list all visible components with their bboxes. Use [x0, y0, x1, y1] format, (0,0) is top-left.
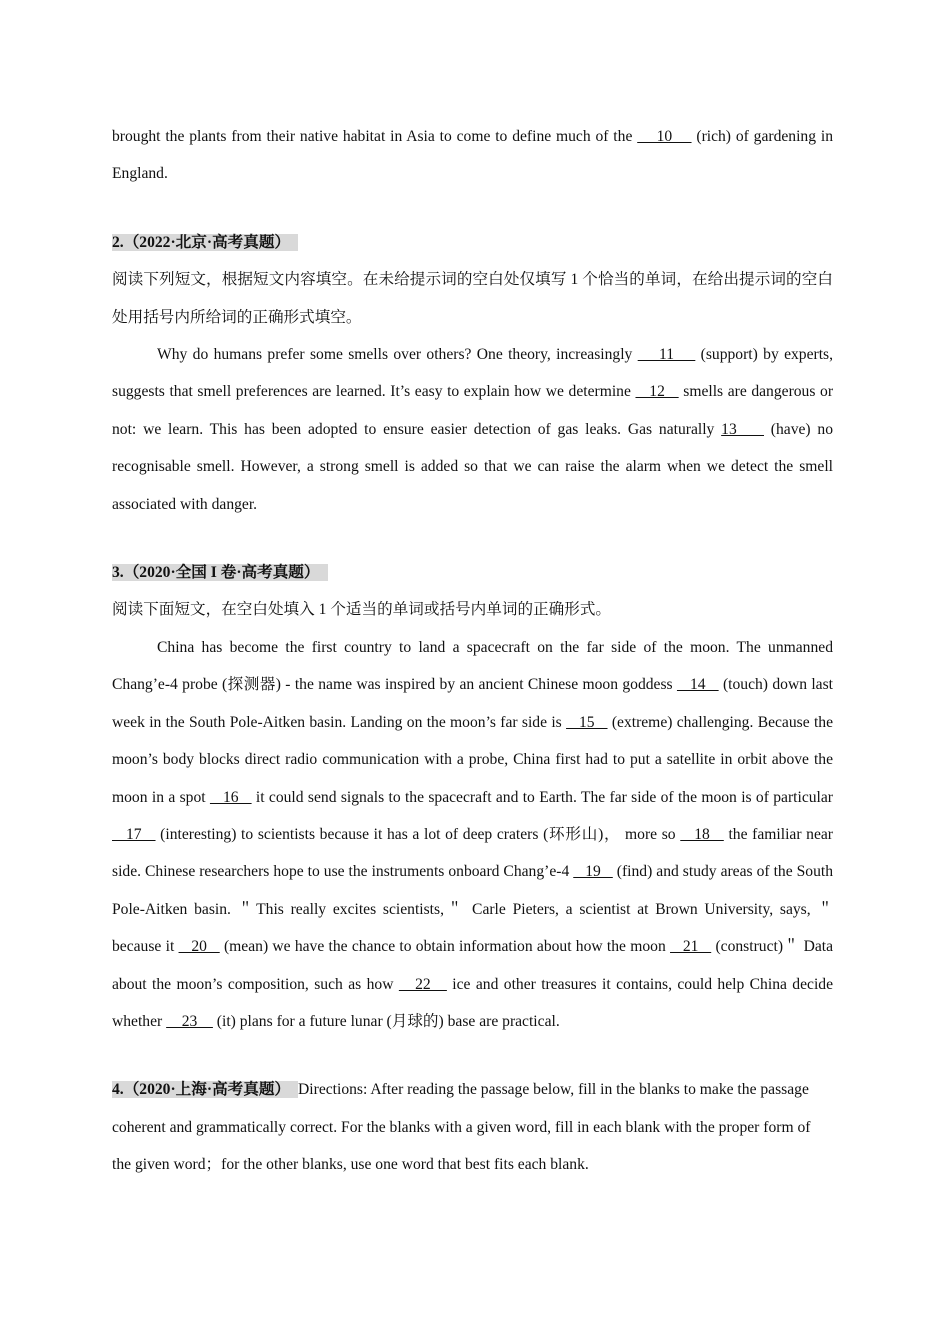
blank-21[interactable]: 21	[670, 938, 712, 956]
blank-13[interactable]: 13	[721, 420, 764, 438]
section-gap	[112, 523, 833, 554]
blank-10[interactable]: 10	[637, 128, 692, 145]
passage-text: (touch) down last week in the South Pole-Aitken basin. Landing on the moon’s far side is	[112, 676, 833, 731]
passage-text: smells are dangerous or not: we learn. This has been adopted to ensure easier detection of gas leaks. Gas naturally	[112, 383, 834, 438]
blank-22[interactable]: 22	[398, 975, 447, 993]
blank-18[interactable]: 18	[680, 825, 724, 843]
document-page	[112, 118, 833, 1184]
section-4-heading-label: 4.（2020·上海·高考真题）	[112, 1081, 298, 1098]
blank-12[interactable]: 12	[635, 383, 679, 401]
blank-19[interactable]: 19	[573, 863, 613, 881]
passage-text: (have) no recognisable smell. However, a strong smell is added so that we can raise the alarm when we detect the smell associated with danger.	[112, 420, 834, 513]
top-paragraph	[112, 118, 833, 193]
passage-text: (interesting) to scientists because it has a lot of deep craters (环形山)， more so	[155, 825, 681, 843]
passage-text: (find) and study areas of the South Pole-Aitken basin. ＂This really excites scientists,＂ Carle Pieters, a scientist at Brown University, says, ＂because it	[112, 863, 834, 956]
blank-23[interactable]: 23	[166, 1012, 213, 1030]
paragraph-text: brought the plants from their native habitat in Asia to come to define much of the	[112, 128, 638, 145]
blank-15[interactable]: 15	[566, 713, 608, 731]
passage-text: (support) by experts, suggests that smell preferences are learned. It’s easy to explain how we determine	[112, 346, 834, 401]
section-gap	[112, 193, 833, 224]
passage-text: Why do humans prefer some smells over others? One theory, increasingly	[157, 346, 638, 364]
passage-text: (mean) we have the chance to obtain information about how the moon	[219, 938, 671, 956]
passage-text: (extreme) challenging. Because the moon’s body blocks direct radio communication with a probe, China first had to put a satellite in orbit above the moon in a spot	[112, 713, 834, 806]
section-2-passage	[112, 336, 833, 523]
section-2-instructions: 阅读下列短文，根据短文内容填空。在未给提示词的空白处仅填写 1 个恰当的单词，在给出提示词的空白处用括号内所给词的正确形式填空。	[112, 271, 833, 326]
blank-11[interactable]: 11	[637, 346, 696, 364]
passage-text: China has become the first country to land a spacecraft on the far side of the moon. The unmanned Chang’e-4 probe (探测器) - the name was inspired by an ancient Chinese moon goddess	[112, 638, 833, 694]
section-2-heading	[112, 224, 833, 261]
section-3-heading	[112, 554, 833, 591]
blank-17[interactable]: 17	[112, 825, 156, 843]
passage-text: it could send signals to the spacecraft and to Earth. The far side of the moon is of particular	[251, 788, 834, 806]
passage-text: the familiar near side. Chinese researchers hope to use the instruments onboard Chang’e-4	[112, 825, 834, 881]
blank-16[interactable]: 16	[209, 788, 252, 806]
section-gap	[112, 1040, 833, 1071]
blank-14[interactable]: 14	[676, 676, 719, 694]
passage-text: (construct)＂ Data about the moon’s composition, such as how	[112, 938, 834, 993]
blank-20[interactable]: 20	[178, 938, 220, 956]
section-2-heading-label: 2.（2022·北京·高考真题）	[112, 234, 298, 251]
passage-text: ice and other treasures it contains, could help China decide whether	[112, 975, 833, 1030]
section-3-instructions: 阅读下面短文，在空白处填入 1 个适当的单词或括号内单词的正确形式。	[112, 601, 612, 619]
section-3-heading-label: 3.（2020·全国 I 卷·高考真题）	[112, 564, 328, 581]
section-4-directions: Directions: After reading the passage below, fill in the blanks to make the passage coherent and grammatically correct. For the blanks with a given word, fill in each blank with the proper form of the given word；for the other blanks, use one word that best fits each blank.	[112, 1081, 811, 1174]
section-3-passage	[112, 629, 833, 1040]
passage-text: (it) plans for a future lunar (月球的) base are practical.	[212, 1012, 560, 1030]
section-4-paragraph	[112, 1071, 833, 1183]
paragraph-text: (rich) of gardening in England.	[112, 128, 833, 183]
